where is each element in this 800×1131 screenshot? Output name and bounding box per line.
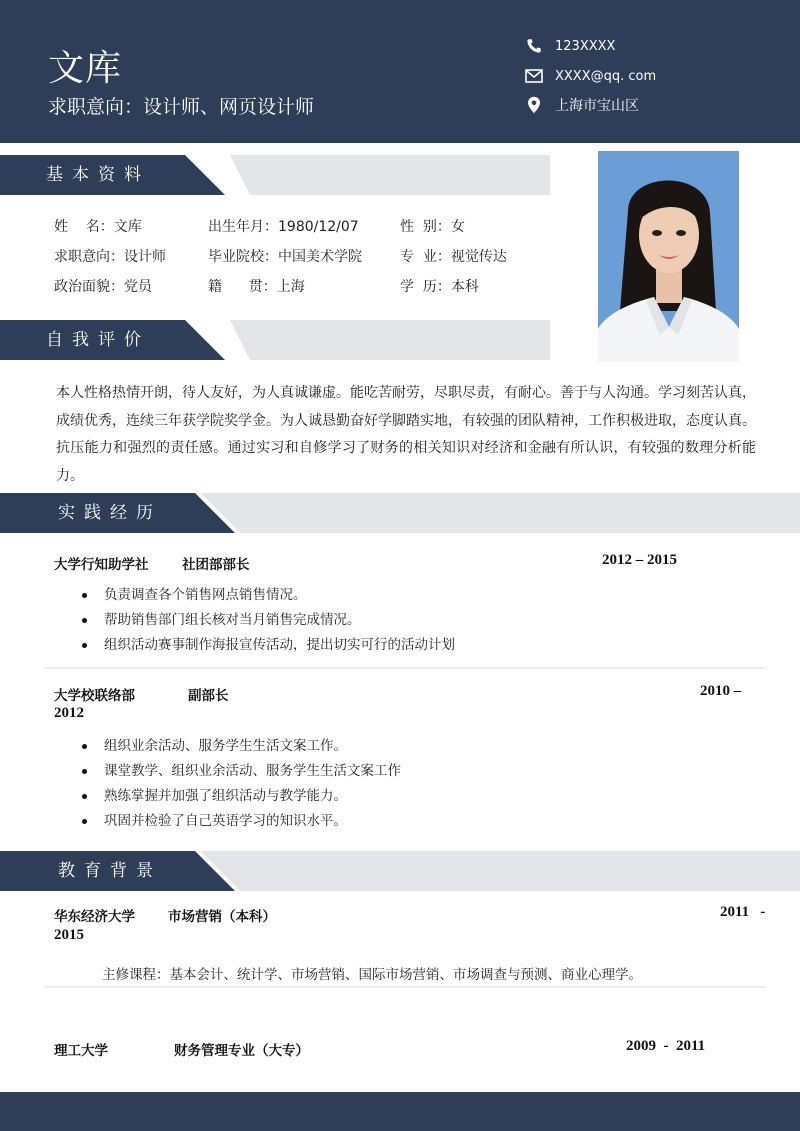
- info-major: 专 业：视觉传达: [400, 249, 507, 265]
- edu-date-start: 2011 -: [720, 904, 766, 920]
- section-banner-practice: [0, 493, 800, 533]
- practice-date: 2012 – 2015: [602, 552, 677, 568]
- info-school: 毕业院校：中国美术学院: [208, 249, 362, 265]
- list-item: 熟练掌握并加强了组织活动与教学能力。: [82, 784, 401, 809]
- practice-org: 大学校联络部: [54, 688, 135, 704]
- practice-points: [82, 734, 401, 834]
- email-icon: [524, 66, 544, 86]
- info-birth: 出生年月：1980/12/07: [208, 219, 359, 235]
- list-item: 组织活动赛事制作海报宣传活动，提出切实可行的活动计划: [82, 633, 455, 658]
- edu-school: 华东经济大学: [54, 909, 135, 925]
- practice-org: 大学行知助学社: [54, 557, 149, 573]
- info-politics: 政治面貌：党员: [54, 279, 152, 295]
- section-banner-self-eval: [0, 320, 550, 360]
- candidate-name: 文库: [48, 48, 123, 89]
- list-item: 课堂教学、组织业余活动、服务学生生活文案工作: [82, 759, 401, 784]
- practice-date-end: 2012: [54, 705, 84, 721]
- phone-text: 123XXXX: [555, 38, 616, 54]
- contact-phone: [524, 34, 615, 58]
- email-text: XXXX@qq. com: [555, 68, 657, 84]
- section-banner-basic-info: [0, 155, 550, 195]
- practice-role: 社团部部长: [182, 557, 250, 573]
- footer-bar: [0, 1092, 800, 1131]
- practice-points: [82, 583, 455, 658]
- edu-date: 2009 - 2011: [626, 1038, 706, 1054]
- edu-major: 市场营销（本科）: [168, 909, 276, 925]
- divider: [44, 986, 766, 988]
- info-objective: 求职意向：设计师: [54, 249, 166, 265]
- section-title: 实践经历: [58, 503, 162, 523]
- contact-email: [524, 64, 656, 88]
- practice-role: 副部长: [188, 688, 229, 704]
- edu-date-end: 2015: [54, 927, 84, 943]
- edu-school: 理工大学: [54, 1043, 108, 1059]
- phone-icon: [524, 36, 544, 56]
- edu-major: 财务管理专业（大专）: [174, 1043, 309, 1059]
- info-hometown: 籍 贯：上海: [208, 279, 305, 295]
- self-eval-text: 本人性格热情开朗，待人友好，为人真诚谦虚。能吃苦耐劳，尽职尽责，有耐心。善于与人沟通。学习刻苦认真，成绩优秀，连续三年获学院奖学金。为人诚恳勤奋好学脚踏实地，有较强的团队精神，工作积极进取，态度认真。抗压能力和强烈的责任感。通过实习和自修学习了财务的相关知识对经济和金融有所认识，有较强的数理分析能力。: [56, 385, 756, 484]
- list-item: 巩固并检验了自己英语学习的知识水平。: [82, 809, 401, 834]
- location-pin-icon: [524, 95, 544, 115]
- section-title: 自我评价: [46, 330, 150, 350]
- profile-photo: [598, 151, 739, 362]
- job-objective: 求职意向：设计师、网页设计师: [48, 96, 315, 118]
- info-gender: 性 别：女: [400, 219, 465, 235]
- list-item: 帮助销售部门组长核对当月销售完成情况。: [82, 608, 455, 633]
- edu-courses: 主修课程：基本会计、统计学、市场营销、国际市场营销、市场调查与预测、商业心理学。: [102, 967, 642, 983]
- contact-address: [524, 93, 639, 117]
- section-title: 基本资料: [46, 165, 150, 185]
- practice-date-start: 2010 –: [700, 683, 742, 699]
- list-item: 组织业余活动、服务学生生活文案工作。: [82, 734, 401, 759]
- section-title: 教育背景: [58, 861, 162, 881]
- info-name: 姓 名：文库: [54, 219, 142, 235]
- info-degree: 学 历：本科: [400, 279, 479, 295]
- list-item: 负责调查各个销售网点销售情况。: [82, 583, 455, 608]
- header-bar: [0, 0, 800, 143]
- divider: [44, 667, 766, 669]
- address-text: 上海市宝山区: [555, 98, 639, 114]
- section-banner-education: [0, 851, 800, 891]
